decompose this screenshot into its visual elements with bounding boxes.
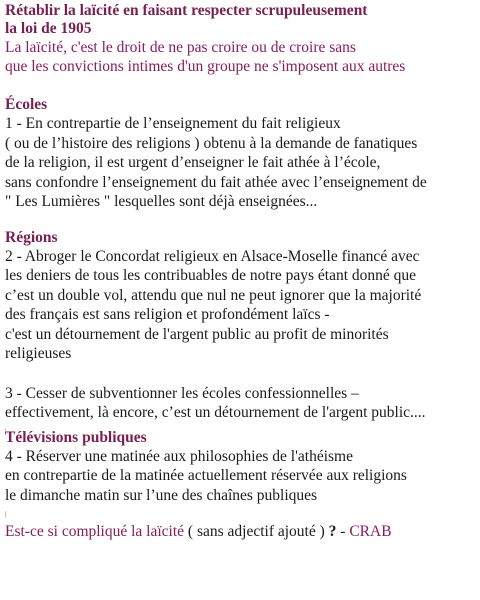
spacer (5, 212, 477, 229)
intro-line-2: que les convictions intimes d'un groupe ne s'imposent aux autres (5, 58, 406, 75)
document-page (5, 2, 477, 541)
footer-line (5, 522, 477, 541)
section-body-televisions (5, 447, 477, 506)
footer-dash: - (336, 523, 350, 540)
body-line: de la religion, il est urgent d’enseigner le fait athée à l’école, (5, 154, 381, 171)
section-body-ecoles (5, 114, 477, 212)
document-title-line-1: Rétablir la laïcité en faisant respecter scrupuleusement (5, 2, 368, 19)
spacer (5, 505, 477, 522)
body-line: 2 - Abroger le Concordat religieux en Alsace-Moselle financé avec (5, 247, 420, 265)
body-line: sans confondre l’enseignement du fait athée avec l’enseignement de (5, 173, 427, 191)
body-line: en contrepartie de la matinée actuellement réservée aux religions (5, 467, 407, 484)
footer-signature: CRAB (349, 523, 392, 540)
body-line: le dimanche matin sur l’une des chaînes publiques (5, 486, 318, 504)
spacer (5, 364, 477, 384)
footer-question-mark: ? (328, 523, 337, 540)
body-line: 3 - Cesser de subventionner les écoles confessionnelles – (5, 384, 359, 402)
footer-paren: ( sans adjectif ajouté ) (184, 523, 329, 540)
body-line: " Les Lumières " lesquelles sont déjà enseignées... (5, 193, 318, 210)
section-body-regions-2 (5, 384, 477, 423)
section-heading-ecoles: Écoles (5, 96, 48, 113)
body-line: effectivement, là encore, c’est un détournement de l'argent public.... (5, 404, 426, 421)
body-line: c'est un détournement de l'argent public au profit de minorités (5, 325, 389, 343)
footer-question: Est-ce si compliqué la laïcité (5, 523, 185, 540)
spacer (5, 76, 477, 96)
section-heading-regions: Régions (5, 228, 58, 246)
body-line: 1 - En contrepartie de l’enseignement du fait religieux (5, 115, 341, 132)
body-line: des français est sans religion et profondément laïcs - (5, 306, 330, 323)
body-line: c’est un double vol, attendu que nul ne peut ignorer que la majorité (5, 286, 422, 304)
document-title-line-2: la loi de 1905 (5, 20, 92, 37)
body-line: 4 - Réserver une matinée aux philosophies de l'athéisme (5, 447, 353, 465)
body-line: ( ou de l’histoire des religions ) obtenu à la demande de fanatiques (5, 134, 418, 152)
section-body-regions (5, 247, 477, 364)
body-line: religieuses (5, 345, 72, 362)
body-line: les deniers de tous les contribuables de notre pays étant donné que (5, 267, 417, 284)
margin-tick-mark (5, 511, 6, 518)
section-heading-televisions: Télévisions publiques (5, 428, 147, 446)
intro-line-1: La laïcité, c'est le droit de ne pas croire ou de croire sans (5, 39, 356, 56)
